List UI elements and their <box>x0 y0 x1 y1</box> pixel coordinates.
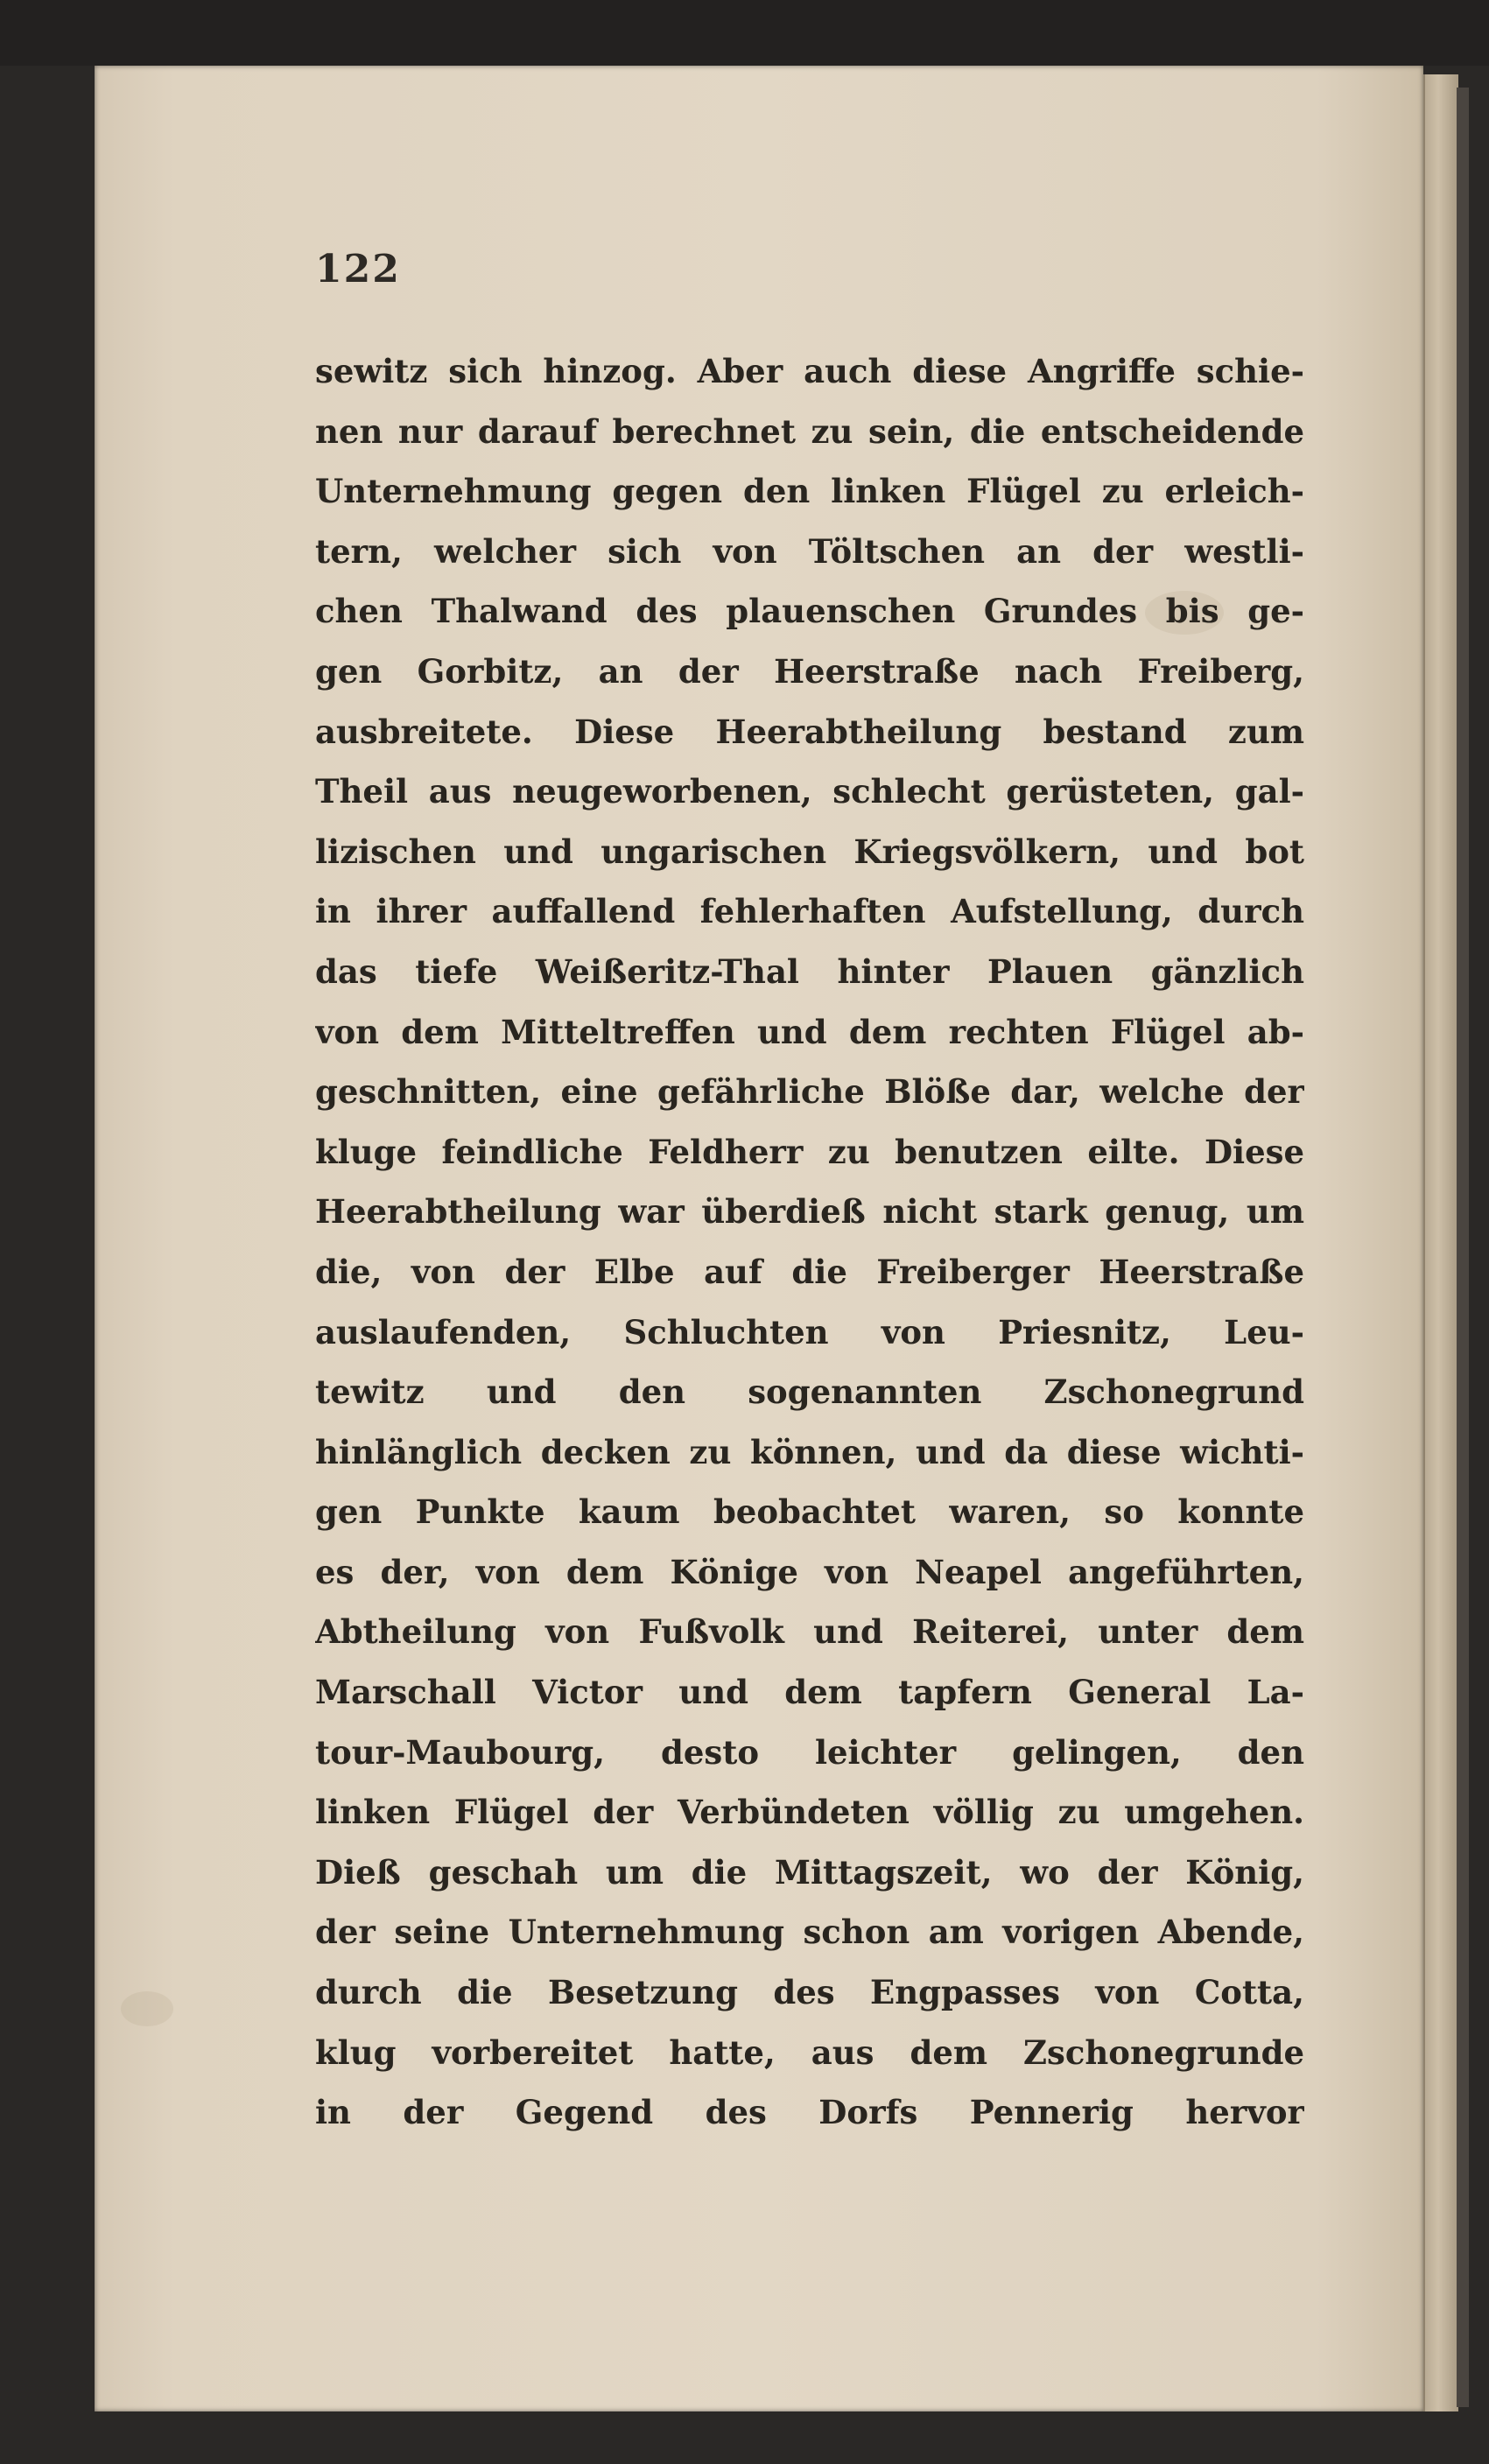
text-line: Heerabtheilung war überdieß nicht stark genug, um <box>315 1192 1304 1232</box>
text-line: tewitz und den sogenannten Zschonegrund <box>315 1372 1304 1412</box>
text-line: geschnitten, eine gefährliche Blöße dar, welche der <box>315 1072 1304 1112</box>
text-line: ausbreitete. Diese Heerabtheilung bestand zum <box>315 712 1304 751</box>
text-line: sewitz sich hinzog. Aber auch diese Angriffe schie- <box>315 352 1304 390</box>
text-line: chen Thalwand des plauenschen Grundes bis ge- <box>315 592 1304 631</box>
text-line: gen Punkte kaum beobachtet waren, so konnte <box>315 1492 1304 1532</box>
text-line: klug vorbereitet hatte, aus dem Zschonegrunde <box>315 2032 1304 2072</box>
text-line: Theil aus neugeworbenen, schlecht gerüsteten, gal- <box>315 772 1304 811</box>
text-line: tern, welcher sich von Töltschen an der westli- <box>315 531 1304 571</box>
text-line: tour-Maubourg, desto leichter gelingen, den <box>315 1732 1304 1772</box>
text-line: es der, von dem Könige von Neapel angeführten, <box>315 1552 1304 1591</box>
scan-backdrop <box>0 0 1489 66</box>
text-line: auslaufenden, Schluchten von Priesnitz, Leu- <box>315 1312 1304 1351</box>
book-edge-shadow <box>1457 88 1469 2407</box>
text-line: lizischen und ungarischen Kriegsvölkern, und bot <box>315 832 1304 871</box>
text-line: Unternehmung gegen den linken Flügel zu erleich- <box>315 472 1304 511</box>
text-line: gen Gorbitz, an der Heerstraße nach Freiberg, <box>315 651 1304 691</box>
page-number: 122 <box>315 247 401 291</box>
text-line: Abtheilung von Fußvolk und Reiterei, unter dem <box>315 1612 1304 1652</box>
text-line: hinlänglich decken zu können, und da diese wichti- <box>315 1432 1304 1471</box>
text-line: linken Flügel der Verbündeten völlig zu umgehen. <box>315 1793 1304 1832</box>
next-page-edge <box>1423 74 1458 2411</box>
text-line: kluge feindliche Feldherr zu benutzen eilte. Diese <box>315 1132 1304 1171</box>
paper-stain <box>121 1991 173 2026</box>
text-line: in der Gegend des Dorfs Pennerig hervor <box>315 2093 1304 2132</box>
text-line: die, von der Elbe auf die Freiberger Heerstraße <box>315 1252 1304 1291</box>
text-line: der seine Unternehmung schon am vorigen Abende, <box>315 1913 1304 1952</box>
text-line: Marschall Victor und dem tapfern General La- <box>315 1673 1304 1712</box>
text-line: in ihrer auffallend fehlerhaften Aufstellung, durch <box>315 892 1304 931</box>
text-line: nen nur darauf berechnet zu sein, die entscheidende <box>315 411 1304 451</box>
text-line: Dieß geschah um die Mittagszeit, wo der König, <box>315 1852 1304 1892</box>
body-text <box>315 341 1304 2143</box>
text-line: durch die Besetzung des Engpasses von Cotta, <box>315 1973 1304 2012</box>
text-line: von dem Mitteltreffen und dem rechten Flügel ab- <box>315 1012 1304 1051</box>
text-line: das tiefe Weißeritz-Thal hinter Plauen gänzlich <box>315 951 1304 991</box>
